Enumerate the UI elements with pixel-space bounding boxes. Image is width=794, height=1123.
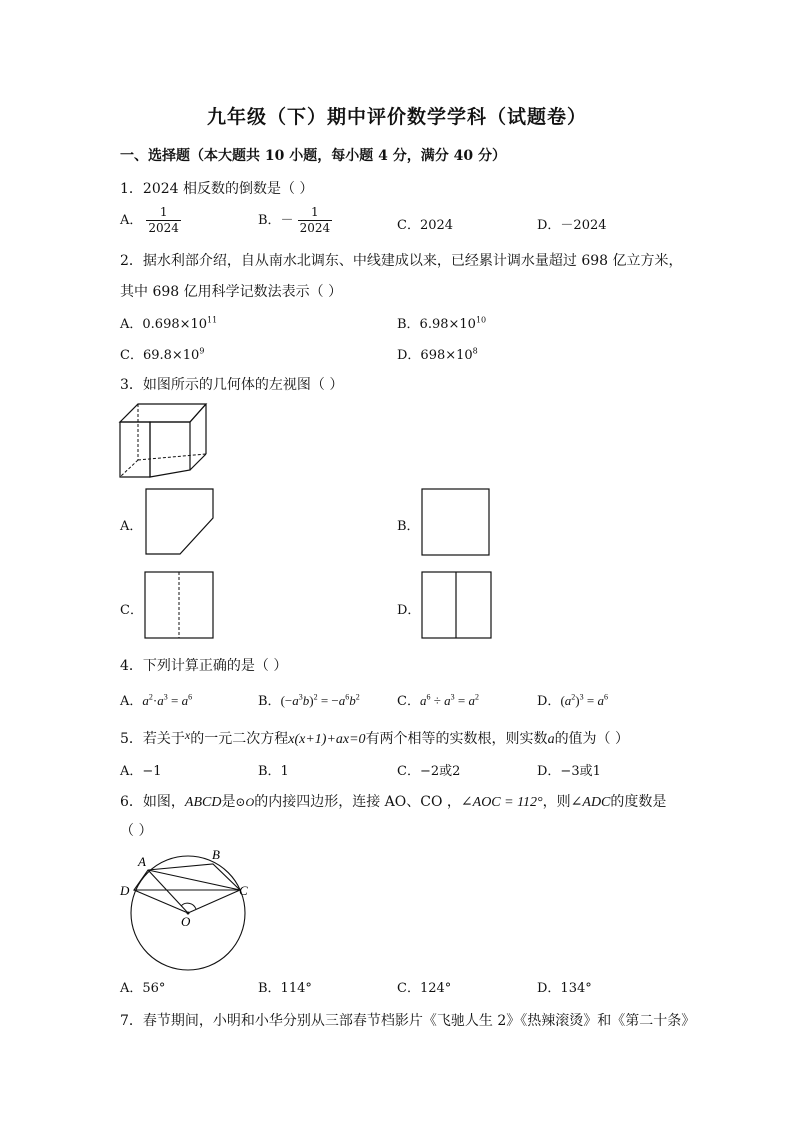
q3-option-a-label[interactable]: A． [120, 519, 143, 534]
page-title: 九年级（下）期中评价数学学科（试题卷） [206, 106, 587, 128]
q2-option-c[interactable]: C．$69.8\times 10^9$ [120, 346, 205, 363]
question-2-line-2: 其中 698 亿用科学记数法表示（ ） [120, 284, 343, 300]
q4-option-a[interactable]: A．$a^2\cdot a^3 = a^6$ [120, 692, 193, 709]
question-5-stem: 5．若关于x的一元二次方程x(x+1)+ax=0有两个相等的实数根，则实数a的值为（ ） [120, 728, 630, 747]
q5-option-d[interactable]: D．−3或1 [537, 764, 601, 779]
q6-option-d[interactable]: D．134° [537, 981, 592, 996]
q6-option-c[interactable]: C．124° [397, 981, 452, 996]
q3-solid-figure [118, 402, 208, 482]
q1-option-b-label: B．－ [258, 213, 294, 228]
q3-option-b-figure[interactable] [421, 488, 491, 556]
q5-option-a[interactable]: A．−1 [120, 764, 162, 779]
section-heading: 一、选择题（本大题共 10 小题，每小题 4 分，满分 40 分） [120, 148, 506, 164]
q6-point-b-label: B [212, 847, 220, 862]
q6-point-a-label: A [138, 854, 146, 869]
q3-option-c-label[interactable]: C． [120, 603, 143, 618]
q3-option-d-label[interactable]: D． [397, 603, 421, 618]
q6-option-b[interactable]: B．114° [258, 981, 312, 996]
q1-option-a[interactable] [120, 205, 181, 236]
question-3-stem: 3．如图所示的几何体的左视图（ ） [120, 377, 344, 393]
question-6-stem: 6．如图，ABCD是⊙O的内接四边形，连接 AO、CO ，∠AOC = 112°，则∠ADC的度数是 [120, 794, 667, 810]
q1-option-b-fraction: $\frac{1}{2024}$ [299, 205, 331, 235]
q4-option-b[interactable]: B．$(-a^3b)^2 = -a^6b^2$ [258, 692, 360, 709]
q3-option-a-figure[interactable] [145, 488, 215, 556]
question-1-stem: 1．2024 相反数的倒数是（ ） [120, 181, 314, 197]
q6-point-c-label: C [239, 883, 248, 898]
q1-option-b[interactable] [258, 205, 332, 236]
q1-option-c[interactable]: C．2024 [397, 218, 454, 233]
q1-option-a-fraction: $\frac{1}{2024}$ [148, 205, 179, 235]
q6-option-a[interactable]: A．56° [120, 981, 166, 996]
question-6-paren: （ ） [120, 823, 153, 839]
q5-option-b[interactable]: B．1 [258, 764, 289, 779]
question-2-line-1: 2．据水利部介绍，自从南水北调东、中线建成以来，已经累计调水量超过 698 亿立方米， [120, 253, 683, 269]
q6-point-d-label: D [120, 883, 130, 898]
question-4-stem: 4．下列计算正确的是（ ） [120, 658, 288, 674]
q1-option-a-label: A． [120, 213, 143, 228]
q6-circle-figure [118, 846, 258, 976]
q3-option-c-figure[interactable] [144, 571, 214, 639]
q6-point-o-label: O [181, 914, 191, 929]
q2-option-a[interactable]: A．$0.698\times 10^{11}$ [120, 315, 218, 332]
q3-option-b-label[interactable]: B． [397, 519, 420, 534]
q4-option-c[interactable]: C．$a^6 \div a^3 = a^2$ [397, 692, 479, 709]
q4-option-d[interactable]: D．$(a^2)^3 = a^6$ [537, 692, 608, 709]
question-7-line-1: 7．春节期间，小明和小华分别从三部春节档影片《飞驰人生 2》《热辣滚烫》和《第二十条》 [120, 1013, 696, 1029]
q1-option-d[interactable]: D．－2024 [537, 218, 607, 233]
q2-option-d[interactable]: D．$698\times 10^8$ [397, 346, 478, 363]
q2-option-b[interactable]: B．$6.98\times 10^{10}$ [397, 315, 487, 332]
q5-option-c[interactable]: C．−2或2 [397, 764, 461, 779]
q3-option-d-figure[interactable] [421, 571, 492, 639]
